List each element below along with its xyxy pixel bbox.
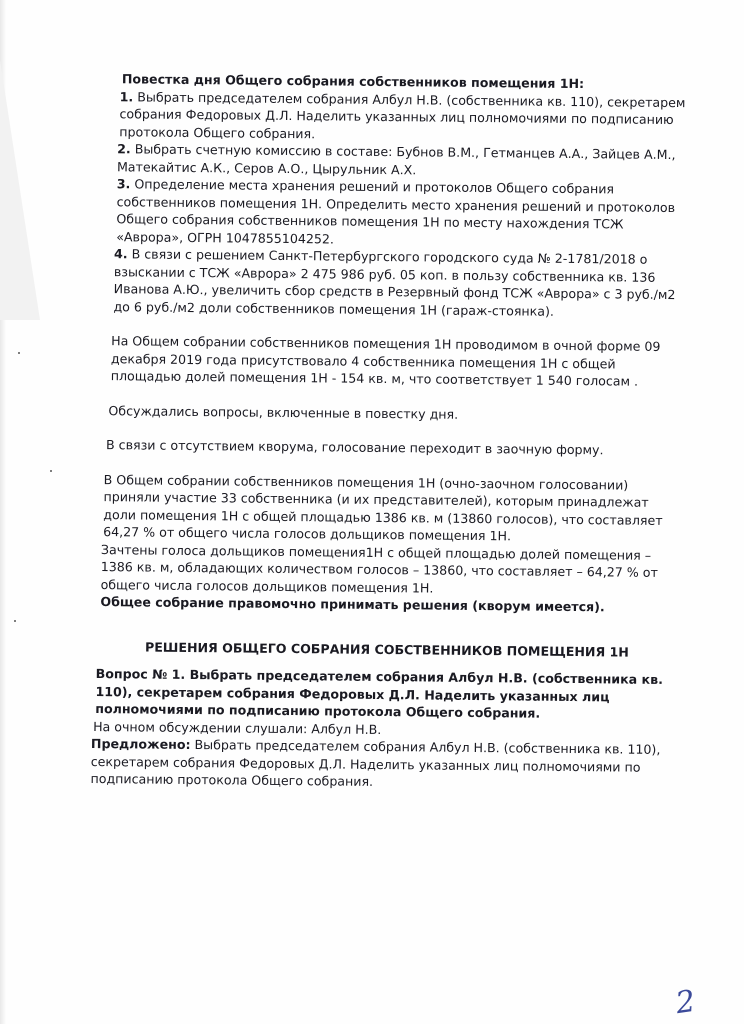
paper-fold [0,60,40,320]
agenda-item-number: 3. [116,176,131,192]
agenda-item-text: Определение места хранения решений и протоколов Общего собрания собственников помещения 1Н. Определить место хранения решений и протоколов Общего собрания собственников помещения 1Н по месту нахождения ТСЖ «Аврора», ОГРН 1047855104252. [116,176,676,246]
participation-text: В Общем собрании собственников помещения 1Н (очно-заочном голосовании) приняли участие 33 собственника (и их представителей), которым принадлежат доли помещения 1Н с общей площадью 1386 кв. м (13860 голосов), что составляет 64,27 % от общего числа голосов дольщиков помещения 1Н. [103,471,663,544]
handwritten-page-number: 2 [673,983,698,1022]
question-1: Вопрос № 1. Выбрать председателем собрания Албул Н.В. (собственника кв. 110), секретарем собрания Федоровых Д.Л. Наделить указанных лиц полномочиями по подписанию протокола Общего собрания. [95,666,663,721]
agenda-item-4 [113,245,686,321]
scan-speck [50,470,52,472]
agenda-item-3 [116,175,687,251]
agenda-item-number: 4. [113,246,128,262]
proposal-label: Предложено: [90,735,191,753]
agenda-item-1 [119,88,688,146]
votes-counted-text: Зачтены голоса дольщиков помещения1Н с общей площадью долей помещения – 1386 кв. м, обладающих количеством голосов – 13860, что составляет – 64,27 % от общего числа голосов дольщиков помещения 1Н. [100,541,658,596]
agenda-item-text: Выбрать председателем собрания Албул Н.В. (собственника кв. 110), секретарем собрания Федоровых Д.Л. Наделить указанных лиц полномочиями по подписанию протокола Общего собрания. [119,88,686,141]
scan-speck [14,620,16,622]
meeting-attendance-text: На Общем собрании собственников помещения 1Н проводимом в очной форме 09 декабря 2019 года присутствовало 4 собственника помещения 1Н с общей площадью долей помещения 1Н - 154 кв. м, что соответствует 1 540 голосам . [110,333,661,389]
agenda-item-number: 2. [117,141,131,157]
proposal [90,735,681,794]
agenda-item-text: В связи с решением Санкт-Петербургского городского суда № 2-1781/2018 о взыскании с ТСЖ «Аврора» 2 475 986 руб. 05 коп. в пользу собственника кв. 136 Иванова А.Ю., увеличить сбор средств в Резервный фонд ТСЖ «Аврора» с 3 руб./м2 до 6 руб./м2 доли собственников помещения 1Н (гараж-стоянка). [113,246,676,319]
quorum-statement: Общее собрание правомочно принимать решения (кворум имеется). [100,594,605,615]
agenda-item-number: 1. [119,88,134,104]
agenda-item-text: Выбрать счетную комиссию в составе: Бубнов В.М., Гетманцев А.А., Зайцев А.М., Матекайтис А.К., Серов А.О., Цырульник А.Х. [116,141,676,177]
decisions-title: РЕШЕНИЯ ОБЩЕГО СОБРАНИЯ СОБСТВЕННИКОВ ПОМЕЩЕНИЯ 1Н [144,639,629,660]
scan-speck [18,352,20,354]
document-text [90,70,687,794]
agenda-heading: Повестка дня Общего собрания собственников помещения 1Н: [121,71,585,92]
quorum-absence-text: В связи с отсутствием кворума, голосование переходит в заочную форму. [105,437,604,458]
discussion-text: Обсуждались вопросы, включенные в повестку дня. [108,402,459,422]
proposal-text: Выбрать председателем собрания Албул Н.В. (собственника кв. 110), секретарем собрания Федоровых Д.Л. Наделить указанных лиц полномочиями по подписанию протокола Общего собрания. [90,737,661,789]
agenda-item-2 [117,140,687,181]
heard-text: На очном обсуждении слушали: Албул Н.В. [93,718,382,737]
